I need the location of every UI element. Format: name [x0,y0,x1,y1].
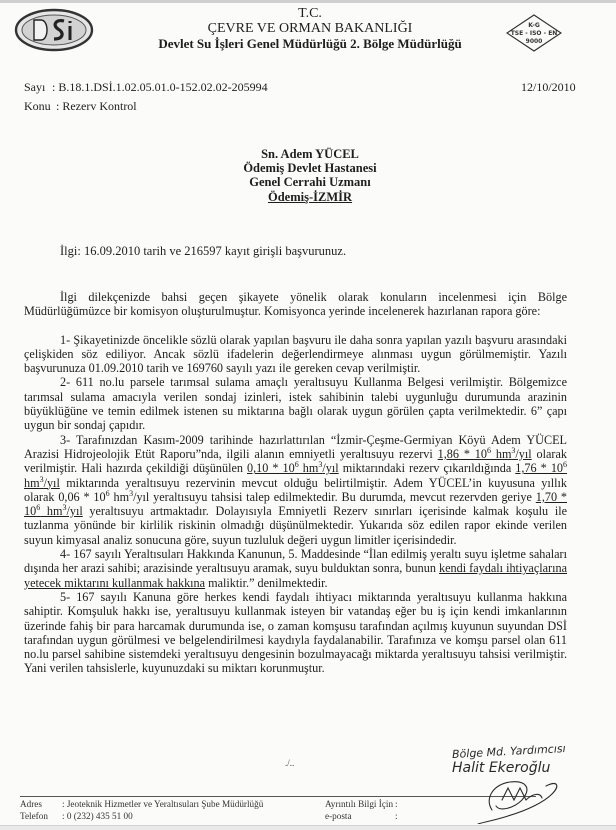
value: 0,06 * 10 [58,489,106,504]
unit-exponent: 3 [62,503,67,513]
sayi-value: : B.18.1.DSİ.1.02.05.01.0-152.02.02-205994 [52,80,268,94]
unit-exponent: 3 [511,445,516,455]
item-3 [24,433,567,547]
unit-suffix: /yıl [133,489,150,504]
intro-paragraph: İlgi dilekçenizde bahsi geçen şikayete yönelik olarak konuların incelenmesi için Bölge Müdürlüğümüzce bir komisyon oluşturulmuştur. Komisyonca yerinde incelenerek hazırlanan rapora göre: [24,290,567,319]
badge-line-2: TSE - ISO - EN [510,30,558,37]
value: 1,86 * 10 [437,446,487,461]
handwritten-name: Halit Ekeroğlu [452,760,551,776]
recipient-institution: Ödemiş Devlet Hastanesi [243,161,377,175]
badge-line-1: K-G [528,22,540,29]
unit: hm [490,446,512,461]
footer-eposta-value: : [395,811,398,821]
item-5: 5- 167 sayılı Kanuna göre herkes kendi faydalı ihtiyacı miktarında yeraltısuyu kullanma hakkına sahiptir. Komşuluk hakkı ise, yeraltısuyu kullanmak isteyen bir vatandaş eğer bu iş için kendi imkanlarının üzerinde fahiş bir para harcamak durumunda ise, o zaman komşusu tarafından açılmış kuyunun suyundan DSİ tarafından uygun görülmesi ve belgelendirilmesi kaydıyla faydalanabilir. Tarafınıza ve komşu parsel olan 611 no.lu parsel sahibine sistemdeki yeraltısuyu dengesinin bozulmayacağı miktarda yeraltısuyu tahsisi verilmiştir. Yani verilen tahsislerle, kuyunuzdaki su miktarı korunmuştur. [24,589,567,676]
exponent: 6 [36,503,41,513]
unit-suffix: /yıl [322,461,339,476]
letterhead-directorate: Devlet Su İşleri Genel Müdürlüğü 2. Bölge Müdürlüğü [158,36,462,51]
unit-suffix: /yıl [43,475,60,490]
unit-suffix: /yıl [515,446,532,461]
item-3-text: yeraltısuyu artmaktadır. Dolayısıyla Emniyetli Rezerv sınırları içerisinde kalmak koşulu ile tuzlanma yönünde bir kirlilik riskinin olmadığı düşünülmektedir. Yukarıda söz edilen rapor ekinde verilen suyun kimyasal analiz sonucuna göre, suyun tuzluluk değeri uygun limitler içerisindedir. [24,504,567,547]
reserve-value-4 [58,490,149,504]
value: 0,10 * 10 [247,461,295,476]
value: 1,76 * 10 [515,461,564,476]
footer-adres-label: Adres [20,799,42,809]
unit: hm [298,461,319,476]
item-4-underlined-quote: kendi faydalı ihtiyaçlarına yetecek miktarını kullanmak hakkına [24,561,567,590]
unit-exponent: 3 [39,474,44,484]
tse-iso-certification-badge [506,14,562,52]
item-4 [24,547,567,590]
item-3-text: olarak verilmiştir. Hali hazırda çekildiği düşünülen [24,446,567,476]
scan-bottom-edge [0,825,616,830]
sayi-label: Sayı [24,80,46,94]
footer-bilgi-label: Ayrıntılı Bilgi İçin [325,799,394,809]
unit-exponent: 3 [129,488,134,498]
footer-adres-value: : Jeoteknik Hizmetler ve Yeraltısuları Şube Müdürlüğü [62,799,264,809]
recipient-title: Genel Cerrahi Uzmanı [249,175,371,189]
unit: hm [24,475,40,490]
item-3-text: 3- Tarafınızdan Kasım-2009 tarihinde hazırlattırılan “İzmir-Çeşme-Germiyan Köyü Adem YÜCEL Arazisi Hidrojeolojik Etüt Raporu”nda, ilgili alanın emniyetli yeraltısuyu rezervi [24,432,567,461]
item-4-text: maliktir.” denilmektedir. [205,575,328,590]
letter-body [24,290,567,676]
footer-telefon-label: Telefon [20,811,48,821]
exponent: 6 [294,460,299,470]
exponent: 6 [563,460,568,470]
continued-mark: ./.. [285,758,295,768]
unit: hm [40,504,63,519]
reserve-value-1 [438,447,532,461]
value: 1,70 * 10 [24,489,568,519]
exponent: 6 [105,488,110,498]
item-3-text: miktarında yeraltısuyu rezervinin mevcut olduğu belirtilmiştir. Adem YÜCEL’in kuyusuna yıllık olarak [24,475,567,504]
footer-bilgi-value: : [395,799,398,809]
letterhead-tc: T.C. [298,6,322,21]
recipient-city: Ödemiş-İZMİR [267,190,353,204]
unit-suffix: /yıl [66,504,83,519]
footer-telefon-value: : 0 (232) 435 51 00 [62,811,133,821]
item-3-text: yeraltısuyu tahsisi talep edilmektedir. Bu durumda, mevcut rezervden geriye [149,489,536,504]
konu-value: : Rezerv Kontrol [56,99,137,113]
item-3-text: miktarındaki rezerv çıkarıldığında [338,461,516,476]
unit: hm [109,489,130,504]
letterhead-ministry: ÇEVRE VE ORMAN BAKANLIĞI [207,21,413,36]
handwritten-signature [470,776,560,824]
reference-line: İlgi: 16.09.2010 tarih ve 216597 kayıt girişli başvurunuz. [60,244,347,258]
item-4-text: 4- 167 sayılı Yeraltısuları Hakkında Kanunun, 5. Maddesinde “İlan edilmiş yeraltı suyu işletme sahaları dışında her arazi sahibi; arazisinde yeraltısuyu aramak, suyu bulduktan sonra, bunun [24,547,567,576]
recipient-name: Sn. Adem YÜCEL [261,147,359,161]
letter-date: 12/10/2010 [521,80,576,94]
reserve-value-2 [247,461,339,475]
unit-exponent: 3 [318,460,323,470]
badge-line-3: 9000 [525,38,543,45]
item-1: 1- Şikayetinizde öncelikle sözlü olarak yapılan başvuru ile daha sonra yapılan yazılı başvuru arasındaki çelişkiden söz ediliyor. Ancak sözlü ifadelerin değerlendirmeye alınması uygun görülmemiştir. Yazılı başvurunuza 01.09.2010 tarih ve 169760 sayılı yazı ile gereken cevap verilmiştir. [24,332,567,376]
handwritten-title: Bölge Md. Yardımcısı [451,742,566,761]
dsi-logo [14,8,94,52]
konu-label: Konu [24,99,51,113]
scan-top-edge [0,0,616,3]
footer-divider [20,796,536,797]
item-2: 2- 611 no.lu parsele tarımsal sulama amaçlı yeraltısuyu Kullanma Belgesi verilmiştir. Bölgemizce tarımsal sulama amacıyla verilen sondaj izinleri, istek sahibinin talebi uygunluğu durumunda arazinin büyüklüğüne ve temin edilmek istenen su miktarına bağlı olarak uygun görülen çapta verilmektedir. 6” çapı uygun bir sondaj çapıdır. [24,375,567,433]
footer-eposta-label: e-posta [325,811,352,821]
exponent: 6 [486,445,491,455]
